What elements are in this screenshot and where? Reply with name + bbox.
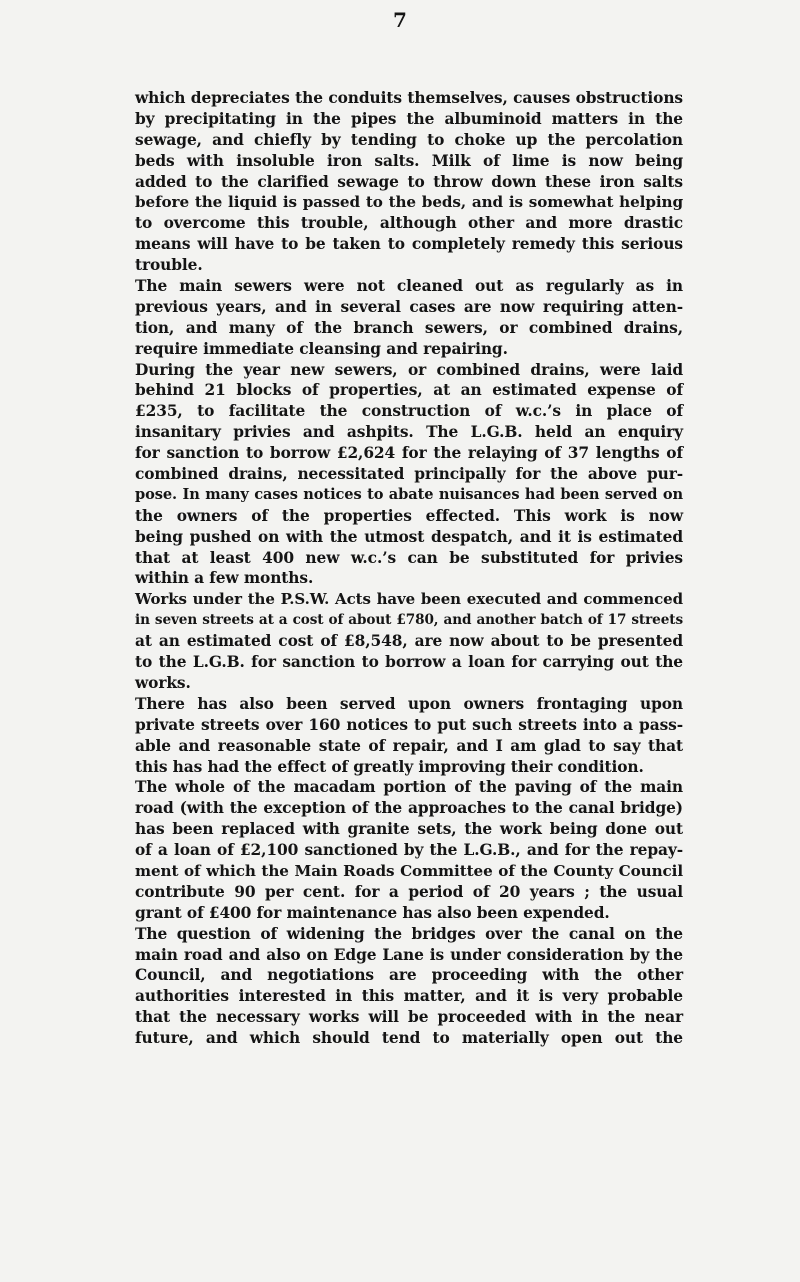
text-line: to overcome this trouble, although other and more drastic <box>135 214 683 233</box>
text-line: £235, to facilitate the construction of w.c.’s in place of <box>135 402 683 421</box>
text-line: authorities interested in this matter, and it is very probable <box>135 987 683 1006</box>
text-line: beds with insoluble iron salts. Milk of lime is now being <box>135 151 683 170</box>
text-line: which depreciates the conduits themselves, causes obstructions <box>135 89 683 107</box>
text-line: works. <box>135 673 191 692</box>
text-line: this has had the effect of greatly improving their condition. <box>135 757 644 776</box>
text-line: within a few months. <box>135 569 314 588</box>
text-line: trouble. <box>135 256 203 275</box>
body-text <box>135 88 683 1049</box>
text-line: grant of £400 for maintenance has also been expended. <box>135 903 610 922</box>
text-line: tion, and many of the branch sewers, or combined drains, <box>135 318 683 337</box>
text-line: The main sewers were not cleaned out as regularly as in <box>135 277 683 296</box>
text-line: insanitary privies and ashpits. The L.G.B. held an enquiry <box>135 423 683 442</box>
text-line: pose. In many cases notices to abate nuisances had been served on <box>135 485 683 503</box>
text-line: require immediate cleansing and repairing. <box>135 339 508 358</box>
page-number: 7 <box>393 8 407 32</box>
text-line: to the L.G.B. for sanction to borrow a loan for carrying out the <box>135 653 683 672</box>
text-line: private streets over 160 notices to put such streets into a pass- <box>135 715 683 734</box>
text-line: During the year new sewers, or combined drains, were laid <box>135 360 683 379</box>
text-line: able and reasonable state of repair, and I am glad to say that <box>135 736 683 755</box>
text-line: that the necessary works will be proceeded with in the near <box>135 1008 683 1027</box>
text-line: behind 21 blocks of properties, at an estimated expense of <box>135 381 683 400</box>
text-line: in seven streets at a cost of about £780, and another batch of 17 streets <box>135 612 683 629</box>
text-line: contribute 90 per cent. for a period of 20 years ; the usual <box>135 882 683 901</box>
text-line: ment of which the Main Roads Committee of the County Council <box>135 861 683 880</box>
text-line: for sanction to borrow £2,624 for the relaying of 37 lengths of <box>135 444 683 463</box>
text-line: added to the clarified sewage to throw down these iron salts <box>135 172 683 191</box>
text-line: by precipitating in the pipes the albuminoid matters in the <box>135 109 683 128</box>
text-line: before the liquid is passed to the beds, and is somewhat helping <box>135 193 683 212</box>
text-line: of a loan of £2,100 sanctioned by the L.G.B., and for the repay- <box>135 841 683 860</box>
text-line: Works under the P.S.W. Acts have been executed and commenced <box>135 590 683 609</box>
text-line: The whole of the macadam portion of the paving of the main <box>135 778 683 797</box>
text-line: Council, and negotiations are proceeding with the other <box>135 966 683 985</box>
text-line: previous years, and in several cases are now requiring atten- <box>135 297 683 316</box>
text-line: road (with the exception of the approaches to the canal bridge) <box>135 799 683 818</box>
text-line: The question of widening the bridges over the canal on the <box>135 924 683 943</box>
text-line: main road and also on Edge Lane is under consideration by the <box>135 945 683 964</box>
text-line: combined drains, necessitated principally for the above pur- <box>135 465 683 484</box>
text-line: means will have to be taken to completely remedy this serious <box>135 235 683 254</box>
text-line: has been replaced with granite sets, the work being done out <box>135 820 683 839</box>
text-line: There has also been served upon owners frontaging upon <box>135 694 683 713</box>
text-line: future, and which should tend to materially open out the <box>135 1029 683 1048</box>
text-line: being pushed on with the utmost despatch, and it is estimated <box>135 527 683 546</box>
text-line: the owners of the properties effected. This work is now <box>135 506 683 525</box>
text-line: at an estimated cost of £8,548, are now about to be presented <box>135 632 683 651</box>
text-line: sewage, and chiefly by tending to choke up the percolation <box>135 130 683 149</box>
text-line: that at least 400 new w.c.’s can be substituted for privies <box>135 548 683 567</box>
